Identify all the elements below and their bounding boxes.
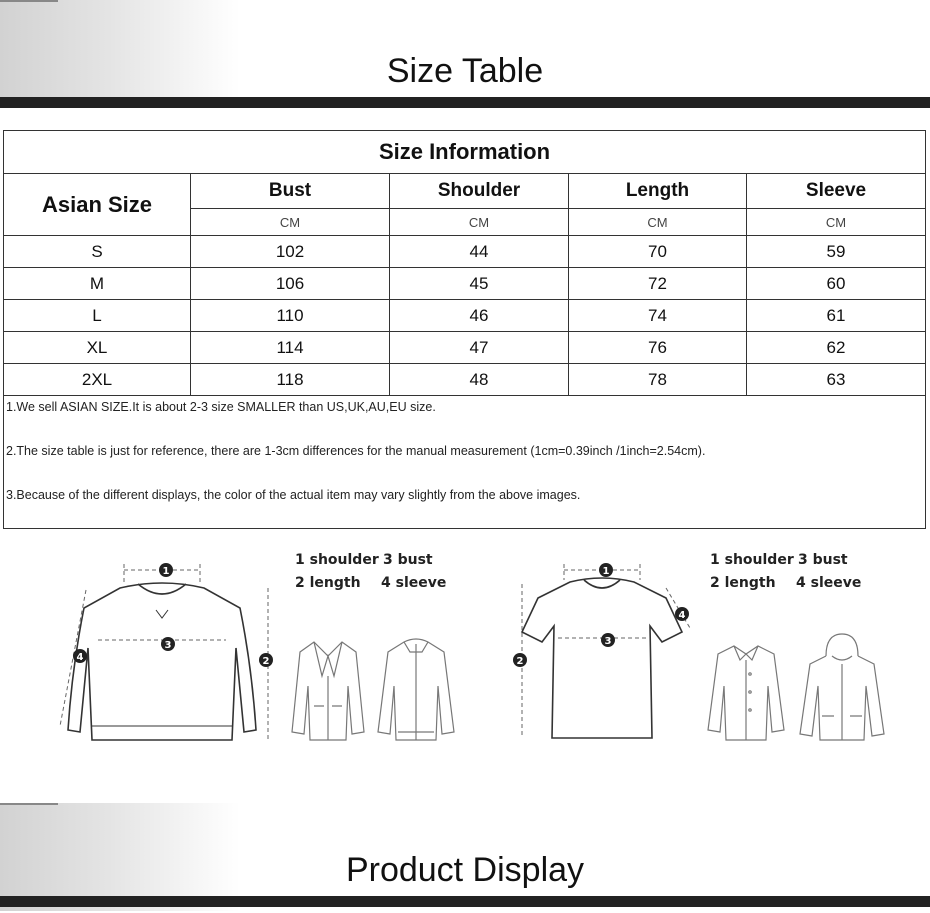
banner-divider-bar [0, 97, 930, 108]
size-table-banner [0, 0, 930, 108]
zip-jacket-sketch-icon [374, 636, 458, 744]
legend-length: 2 length [710, 575, 776, 591]
marker-length [513, 653, 527, 667]
shoulder-cell: 44 [390, 236, 569, 268]
table-caption: Size Information [4, 131, 926, 174]
size-information-table [3, 130, 926, 529]
svg-text:3: 3 [164, 640, 172, 651]
unit-label: CM [191, 209, 390, 236]
note-measurement: 2.The size table is just for reference, there are 1-3cm differences for the manual measurement (1cm=0.39inch /1inch=2.54cm). [6, 444, 706, 458]
table-row [4, 364, 926, 396]
legend-shoulder: 1 shoulder [295, 552, 379, 568]
marker-length [259, 653, 273, 667]
sleeve-cell: 61 [747, 300, 926, 332]
length-cell: 74 [569, 300, 747, 332]
bust-cell: 102 [191, 236, 390, 268]
size-notes [4, 396, 926, 529]
asian-size-header: Asian Size [4, 174, 191, 236]
svg-text:2: 2 [262, 656, 270, 667]
hoodie-sketch-icon [796, 630, 888, 744]
right-measurement-legend [710, 552, 880, 602]
shoulder-cell: 45 [390, 268, 569, 300]
size-cell: S [4, 236, 191, 268]
legend-sleeve: 4 sleeve [796, 575, 862, 591]
table-row [4, 268, 926, 300]
legend-bust: 3 bust [383, 552, 433, 568]
tshirt-collar-icon [584, 580, 620, 588]
banner-top-line [0, 0, 58, 2]
column-header-bust: Bust [191, 174, 390, 209]
left-measurement-legend [295, 552, 465, 602]
sweater-outline-icon [68, 583, 256, 740]
shirt-sketch-icon [704, 640, 788, 744]
unit-label: CM [569, 209, 747, 236]
size-table-title: Size Table [386, 52, 544, 90]
sweater-collar-icon [138, 584, 186, 594]
marker-shoulder [599, 563, 613, 577]
tshirt-measurement-diagram [500, 548, 710, 758]
marker-shoulder [159, 563, 173, 577]
size-cell: 2XL [4, 364, 191, 396]
marker-sleeve [73, 649, 87, 663]
table-row [4, 236, 926, 268]
legend-shoulder: 1 shoulder [710, 552, 794, 568]
unit-label: CM [390, 209, 569, 236]
marker-sleeve [675, 607, 689, 621]
product-display-title: Product Display [345, 851, 585, 889]
size-cell: XL [4, 332, 191, 364]
banner-divider-bar [0, 896, 930, 907]
note-color: 3.Because of the different displays, the color of the actual item may vary slightly from the above images. [6, 488, 581, 502]
column-header-sleeve: Sleeve [747, 174, 926, 209]
bust-cell: 106 [191, 268, 390, 300]
sleeve-cell: 60 [747, 268, 926, 300]
sweater-measurement-diagram [40, 548, 290, 758]
banner-top-line [0, 803, 58, 805]
column-header-length: Length [569, 174, 747, 209]
size-cell: M [4, 268, 191, 300]
marker-bust [601, 633, 615, 647]
table-row [4, 300, 926, 332]
sleeve-cell: 59 [747, 236, 926, 268]
length-cell: 76 [569, 332, 747, 364]
bust-cell: 118 [191, 364, 390, 396]
bust-cell: 114 [191, 332, 390, 364]
product-display-banner [0, 803, 930, 911]
marker-bust [161, 637, 175, 651]
length-cell: 78 [569, 364, 747, 396]
svg-text:3: 3 [604, 636, 612, 647]
table-row [4, 332, 926, 364]
shoulder-cell: 47 [390, 332, 569, 364]
sleeve-cell: 63 [747, 364, 926, 396]
unit-label: CM [747, 209, 926, 236]
legend-length: 2 length [295, 575, 361, 591]
size-cell: L [4, 300, 191, 332]
shoulder-cell: 46 [390, 300, 569, 332]
svg-text:4: 4 [76, 652, 84, 663]
length-cell: 72 [569, 268, 747, 300]
svg-text:1: 1 [162, 566, 170, 577]
note-asian-size: 1.We sell ASIAN SIZE.It is about 2-3 size SMALLER than US,UK,AU,EU size. [6, 400, 436, 414]
legend-bust: 3 bust [798, 552, 848, 568]
svg-text:1: 1 [602, 566, 610, 577]
blazer-sketch-icon [288, 636, 368, 744]
svg-text:2: 2 [516, 656, 524, 667]
bust-cell: 110 [191, 300, 390, 332]
sleeve-cell: 62 [747, 332, 926, 364]
length-cell: 70 [569, 236, 747, 268]
legend-sleeve: 4 sleeve [381, 575, 447, 591]
svg-text:4: 4 [678, 610, 686, 621]
column-header-shoulder: Shoulder [390, 174, 569, 209]
shoulder-cell: 48 [390, 364, 569, 396]
tshirt-outline-icon [522, 578, 682, 738]
